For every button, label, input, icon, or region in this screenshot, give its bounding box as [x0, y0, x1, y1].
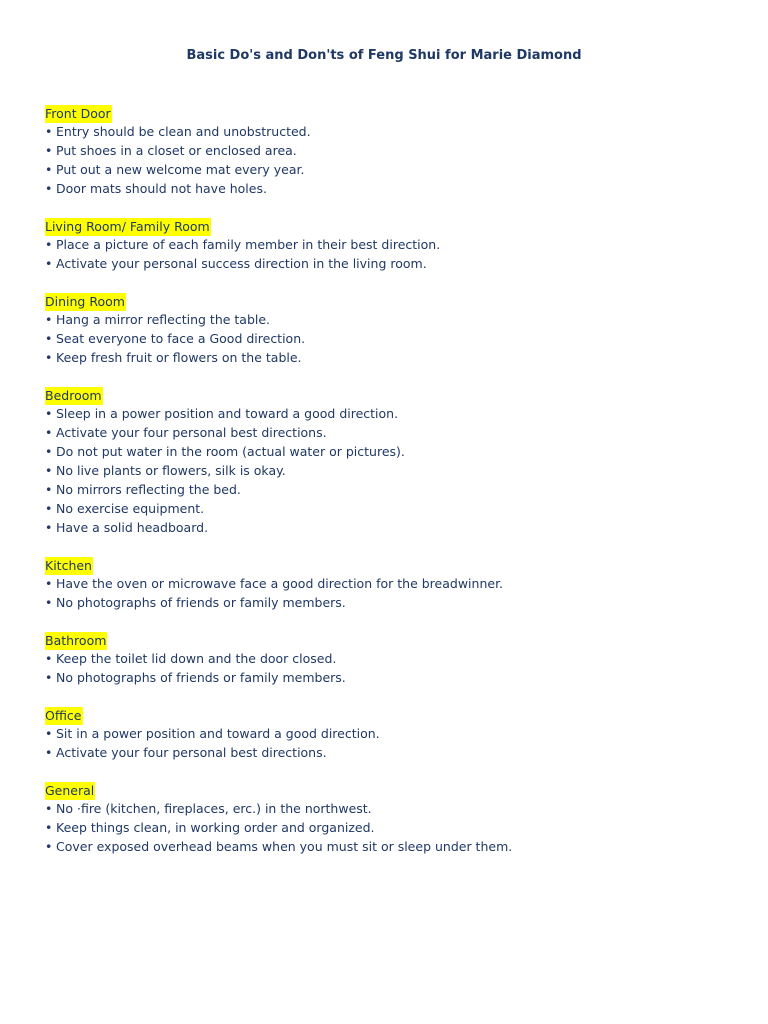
- list-item: [45, 442, 745, 461]
- bullet-icon: •: [45, 726, 53, 741]
- list-item-text: Hang a mirror reflecting the table.: [56, 312, 271, 327]
- bullet-icon: •: [45, 839, 53, 854]
- list-item-text: Seat everyone to face a Good direction.: [56, 331, 306, 346]
- list-item: [45, 179, 745, 198]
- bullet-icon: •: [45, 651, 53, 666]
- list-item: [45, 799, 745, 818]
- bullet-icon: •: [45, 801, 53, 816]
- bullet-icon: •: [45, 143, 53, 158]
- section-bedroom: [45, 385, 745, 537]
- bullet-icon: •: [45, 256, 53, 271]
- list-item-text: Activate your four personal best directions.: [56, 425, 327, 440]
- list-item-text: Keep fresh fruit or flowers on the table.: [56, 350, 302, 365]
- section-heading-line: [45, 630, 745, 649]
- list-item-text: Place a picture of each family member in their best direction.: [56, 237, 441, 252]
- list-item: [45, 743, 745, 762]
- bullet-icon: •: [45, 181, 53, 196]
- list-item-text: Put shoes in a closet or enclosed area.: [56, 143, 297, 158]
- list-item: [45, 668, 745, 687]
- section-heading-line: [45, 291, 745, 310]
- bullet-icon: •: [45, 501, 53, 516]
- list-item-text: Do not put water in the room (actual water or pictures).: [56, 444, 405, 459]
- bullet-icon: •: [45, 312, 53, 327]
- list-item-text: Activate your personal success direction in the living room.: [56, 256, 427, 271]
- bullet-icon: •: [45, 162, 53, 177]
- bullet-icon: •: [45, 237, 53, 252]
- list-item-text: Put out a new welcome mat every year.: [56, 162, 305, 177]
- section-heading: Living Room/ Family Room: [45, 219, 210, 234]
- list-item: [45, 574, 745, 593]
- list-item-text: No photographs of friends or family members.: [56, 595, 346, 610]
- section-heading-line: [45, 385, 745, 404]
- section-heading: Office: [45, 708, 82, 723]
- list-item: [45, 310, 745, 329]
- bullet-icon: •: [45, 820, 53, 835]
- bullet-icon: •: [45, 482, 53, 497]
- section-general: [45, 780, 745, 856]
- list-item: [45, 254, 745, 273]
- list-item-text: No ·fire (kitchen, fireplaces, erc.) in the northwest.: [56, 801, 372, 816]
- list-item: [45, 423, 745, 442]
- bullet-icon: •: [45, 406, 53, 421]
- bullet-icon: •: [45, 350, 53, 365]
- section-heading-line: [45, 780, 745, 799]
- section-heading: Bathroom: [45, 633, 107, 648]
- list-item: [45, 160, 745, 179]
- list-item: [45, 348, 745, 367]
- list-item-text: No mirrors reflecting the bed.: [56, 482, 241, 497]
- list-item-text: Have a solid headboard.: [56, 520, 209, 535]
- section-heading-line: [45, 555, 745, 574]
- bullet-icon: •: [45, 520, 53, 535]
- list-item: [45, 329, 745, 348]
- section-heading-line: [45, 103, 745, 122]
- list-item: [45, 235, 745, 254]
- list-item-text: No exercise equipment.: [56, 501, 205, 516]
- list-item-text: Activate your four personal best directions.: [56, 745, 327, 760]
- list-item: [45, 122, 745, 141]
- bullet-icon: •: [45, 576, 53, 591]
- section-heading: General: [45, 783, 95, 798]
- list-item-text: Sit in a power position and toward a good direction.: [56, 726, 380, 741]
- bullet-icon: •: [45, 670, 53, 685]
- section-heading: Bedroom: [45, 388, 102, 403]
- section-office: [45, 705, 745, 762]
- list-item: [45, 404, 745, 423]
- bullet-icon: •: [45, 463, 53, 478]
- bullet-icon: •: [45, 124, 53, 139]
- list-item: [45, 649, 745, 668]
- list-item: [45, 518, 745, 537]
- section-bathroom: [45, 630, 745, 687]
- list-item: [45, 141, 745, 160]
- list-item-text: Have the oven or microwave face a good direction for the breadwinner.: [56, 576, 504, 591]
- document-body: [45, 103, 745, 874]
- list-item-text: Entry should be clean and unobstructed.: [56, 124, 311, 139]
- list-item-text: Cover exposed overhead beams when you must sit or sleep under them.: [56, 839, 513, 854]
- section-heading-line: [45, 216, 745, 235]
- list-item: [45, 499, 745, 518]
- list-item-text: Keep the toilet lid down and the door closed.: [56, 651, 337, 666]
- list-item: [45, 593, 745, 612]
- section-kitchen: [45, 555, 745, 612]
- bullet-icon: •: [45, 425, 53, 440]
- section-heading: Dining Room: [45, 294, 125, 309]
- list-item-text: Sleep in a power position and toward a good direction.: [56, 406, 399, 421]
- list-item-text: Door mats should not have holes.: [56, 181, 267, 196]
- list-item: [45, 837, 745, 856]
- bullet-icon: •: [45, 444, 53, 459]
- bullet-icon: •: [45, 595, 53, 610]
- bullet-icon: •: [45, 745, 53, 760]
- list-item-text: No live plants or flowers, silk is okay.: [56, 463, 286, 478]
- list-item: [45, 461, 745, 480]
- list-item: [45, 480, 745, 499]
- section-heading: Kitchen: [45, 558, 92, 573]
- bullet-icon: •: [45, 331, 53, 346]
- section-front-door: [45, 103, 745, 198]
- list-item: [45, 818, 745, 837]
- list-item-text: Keep things clean, in working order and organized.: [56, 820, 375, 835]
- section-dining-room: [45, 291, 745, 367]
- section-heading-line: [45, 705, 745, 724]
- section-heading: Front Door: [45, 106, 111, 121]
- list-item: [45, 724, 745, 743]
- section-living-room-family-room: [45, 216, 745, 273]
- list-item-text: No photographs of friends or family members.: [56, 670, 346, 685]
- document-title: Basic Do's and Don'ts of Feng Shui for Marie Diamond: [186, 48, 582, 63]
